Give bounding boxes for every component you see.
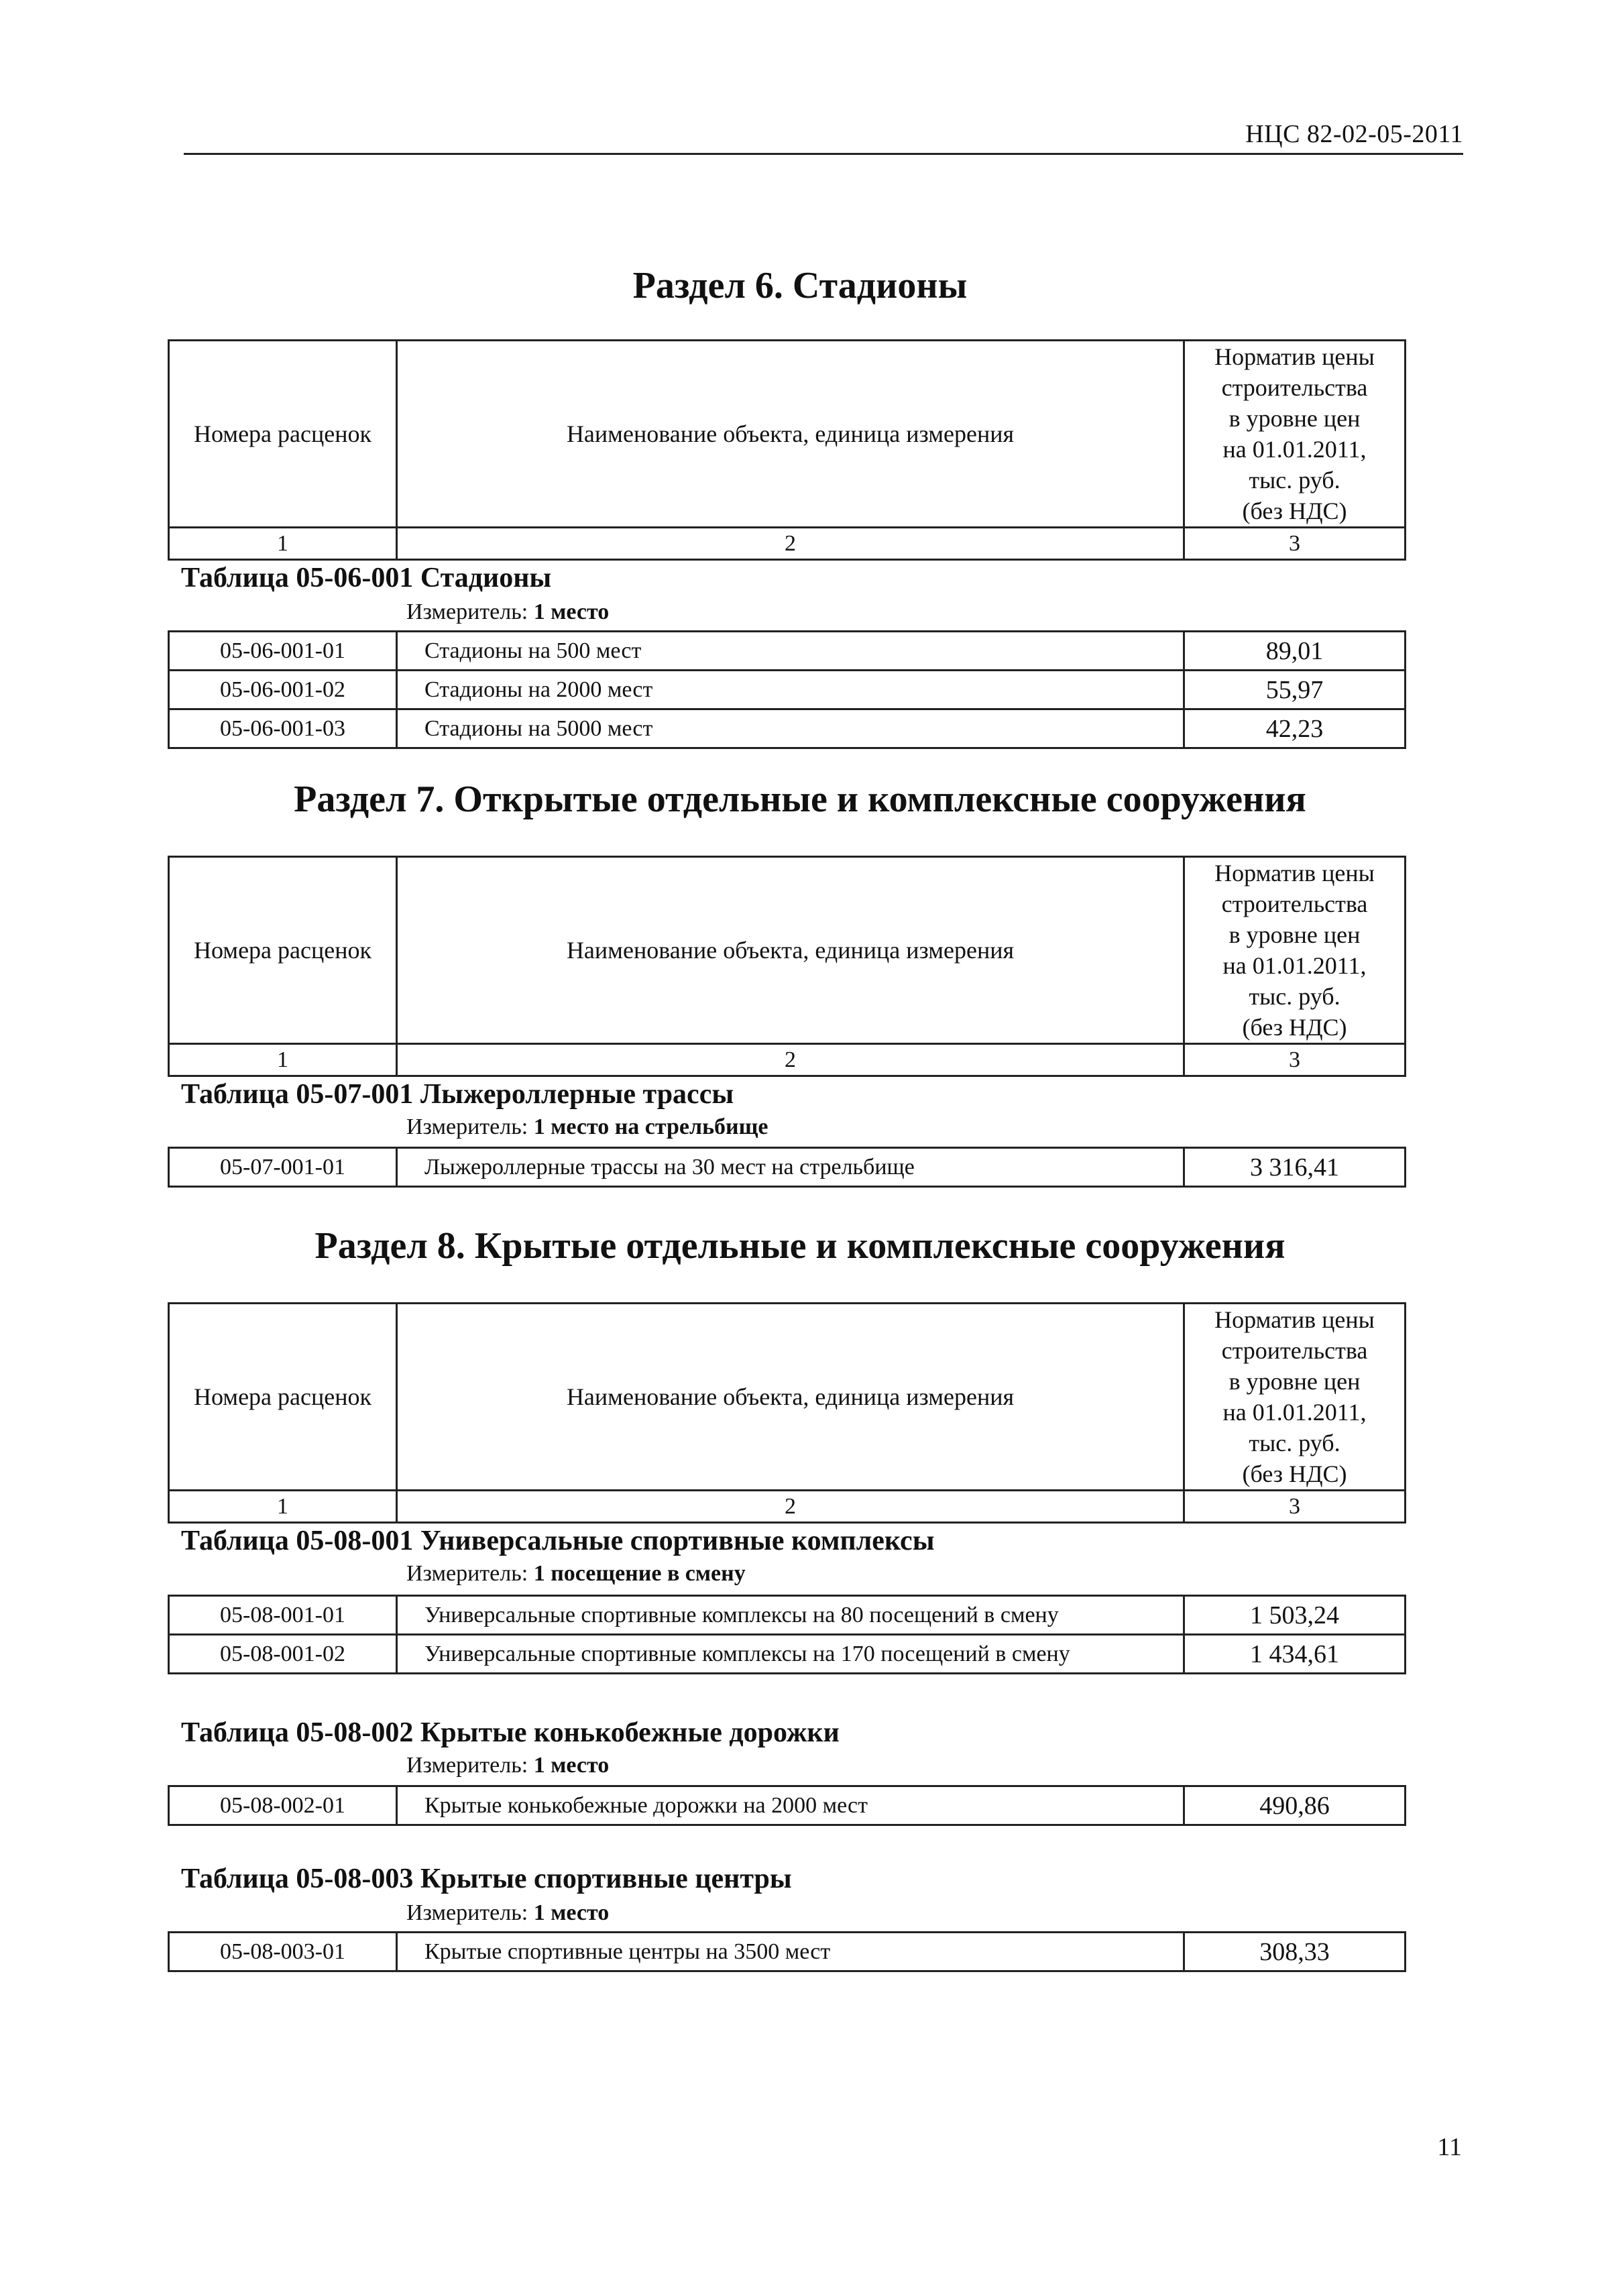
row-name: Лыжероллерные трассы на 30 мест на стрельбище <box>397 1148 1184 1187</box>
col-number-2: 2 <box>397 1044 1184 1076</box>
table-row <box>169 632 1406 671</box>
table-05-07-001 <box>168 1147 1406 1188</box>
col-header-price-line: Норматив цены <box>1214 1306 1375 1333</box>
section-6-title: Раздел 6. Стадионы <box>632 265 968 306</box>
measure-label: Измеритель: <box>406 599 534 624</box>
col-header-price-line: строительства <box>1221 374 1368 401</box>
row-price: 42,23 <box>1184 709 1406 748</box>
table-05-08-003 <box>168 1931 1406 1972</box>
row-price: 1 434,61 <box>1184 1635 1406 1674</box>
table-row <box>169 1786 1406 1825</box>
row-code: 05-06-001-02 <box>169 671 397 709</box>
col-header-codes: Номера расценок <box>169 341 397 528</box>
row-code: 05-06-001-03 <box>169 709 397 748</box>
col-header-price <box>1184 341 1406 528</box>
page-number: 11 <box>1437 2133 1462 2161</box>
table-title: Таблица 05-08-003 Крытые спортивные центры <box>181 1863 792 1894</box>
table-measure <box>406 1900 609 1926</box>
col-header-price-line: тыс. руб. <box>1249 467 1340 494</box>
col-number-2: 2 <box>397 528 1184 560</box>
section-7-column-header <box>168 856 1406 1077</box>
row-price: 89,01 <box>1184 632 1406 671</box>
table-measure <box>406 1753 609 1778</box>
measure-label: Измеритель: <box>406 1114 534 1139</box>
col-header-price <box>1184 857 1406 1044</box>
col-header-price-line: на 01.01.2011, <box>1222 1399 1367 1426</box>
col-header-codes: Номера расценок <box>169 857 397 1044</box>
col-number-3: 3 <box>1184 1491 1406 1523</box>
col-header-price-line: в уровне цен <box>1228 921 1361 948</box>
header-rule <box>184 153 1463 155</box>
section-8-column-header <box>168 1302 1406 1524</box>
col-header-price-line: (без НДС) <box>1242 498 1347 524</box>
section-6-column-header <box>168 339 1406 561</box>
table-05-08-001 <box>168 1595 1406 1674</box>
table-measure <box>406 1561 746 1587</box>
table-measure <box>406 599 609 625</box>
col-header-price-line: Норматив цены <box>1214 860 1375 886</box>
row-price: 3 316,41 <box>1184 1148 1406 1187</box>
col-header-name: Наименование объекта, единица измерения <box>397 341 1184 528</box>
measure-label: Измеритель: <box>406 1561 534 1586</box>
table-title: Таблица 05-07-001 Лыжероллерные трассы <box>181 1079 734 1110</box>
col-number-1: 1 <box>169 528 397 560</box>
table-05-08-002 <box>168 1785 1406 1826</box>
measure-unit: 1 место на стрельбище <box>533 1114 768 1139</box>
col-number-3: 3 <box>1184 1044 1406 1076</box>
table-row <box>169 671 1406 709</box>
col-header-price-line: строительства <box>1221 891 1368 917</box>
col-header-price-line: тыс. руб. <box>1249 1430 1340 1456</box>
col-number-1: 1 <box>169 1491 397 1523</box>
section-8-title: Раздел 8. Крытые отдельные и комплексные сооружения <box>315 1225 1285 1267</box>
table-row <box>169 1148 1406 1187</box>
table-row <box>169 1635 1406 1674</box>
row-price: 55,97 <box>1184 671 1406 709</box>
table-05-06-001 <box>168 630 1406 749</box>
row-name: Крытые конькобежные дорожки на 2000 мест <box>397 1786 1184 1825</box>
col-header-price <box>1184 1304 1406 1491</box>
table-title: Таблица 05-08-002 Крытые конькобежные дорожки <box>181 1717 840 1748</box>
measure-label: Измеритель: <box>406 1753 534 1778</box>
row-price: 308,33 <box>1184 1933 1406 1971</box>
row-code: 05-08-001-02 <box>169 1635 397 1674</box>
measure-unit: 1 посещение в смену <box>533 1561 746 1586</box>
row-code: 05-08-001-01 <box>169 1596 397 1635</box>
col-number-3: 3 <box>1184 528 1406 560</box>
row-name: Универсальные спортивные комплексы на 80 посещений в смену <box>397 1596 1184 1635</box>
row-code: 05-08-002-01 <box>169 1786 397 1825</box>
col-header-price-line: Норматив цены <box>1214 343 1375 370</box>
table-row <box>169 1933 1406 1971</box>
col-header-price-line: в уровне цен <box>1228 405 1361 432</box>
row-name: Универсальные спортивные комплексы на 170 посещений в смену <box>397 1635 1184 1674</box>
col-header-price-line: на 01.01.2011, <box>1222 952 1367 979</box>
row-code: 05-07-001-01 <box>169 1148 397 1187</box>
col-header-codes: Номера расценок <box>169 1304 397 1491</box>
row-code: 05-06-001-01 <box>169 632 397 671</box>
row-name: Стадионы на 2000 мест <box>397 671 1184 709</box>
row-name: Стадионы на 500 мест <box>397 632 1184 671</box>
measure-unit: 1 место <box>533 599 610 624</box>
row-price: 1 503,24 <box>1184 1596 1406 1635</box>
document-code: НЦС 82-02-05-2011 <box>1245 120 1463 148</box>
col-number-2: 2 <box>397 1491 1184 1523</box>
row-name: Стадионы на 5000 мест <box>397 709 1184 748</box>
measure-unit: 1 место <box>533 1753 610 1778</box>
table-row <box>169 709 1406 748</box>
col-header-price-line: в уровне цен <box>1228 1368 1361 1395</box>
table-measure <box>406 1114 768 1140</box>
col-header-price-line: строительства <box>1221 1337 1368 1364</box>
measure-unit: 1 место <box>533 1900 610 1925</box>
col-header-price-line: тыс. руб. <box>1249 983 1340 1010</box>
table-row <box>169 1596 1406 1635</box>
col-header-price-line: (без НДС) <box>1242 1460 1347 1487</box>
col-header-price-line: на 01.01.2011, <box>1222 436 1367 463</box>
measure-label: Измеритель: <box>406 1900 534 1925</box>
row-name: Крытые спортивные центры на 3500 мест <box>397 1933 1184 1971</box>
col-header-price-line: (без НДС) <box>1242 1014 1347 1041</box>
section-7-title: Раздел 7. Открытые отдельные и комплексные сооружения <box>294 779 1306 820</box>
table-title: Таблица 05-08-001 Универсальные спортивные комплексы <box>181 1526 935 1556</box>
table-title: Таблица 05-06-001 Стадионы <box>181 563 552 593</box>
col-header-name: Наименование объекта, единица измерения <box>397 1304 1184 1491</box>
col-header-name: Наименование объекта, единица измерения <box>397 857 1184 1044</box>
col-number-1: 1 <box>169 1044 397 1076</box>
row-code: 05-08-003-01 <box>169 1933 397 1971</box>
row-price: 490,86 <box>1184 1786 1406 1825</box>
